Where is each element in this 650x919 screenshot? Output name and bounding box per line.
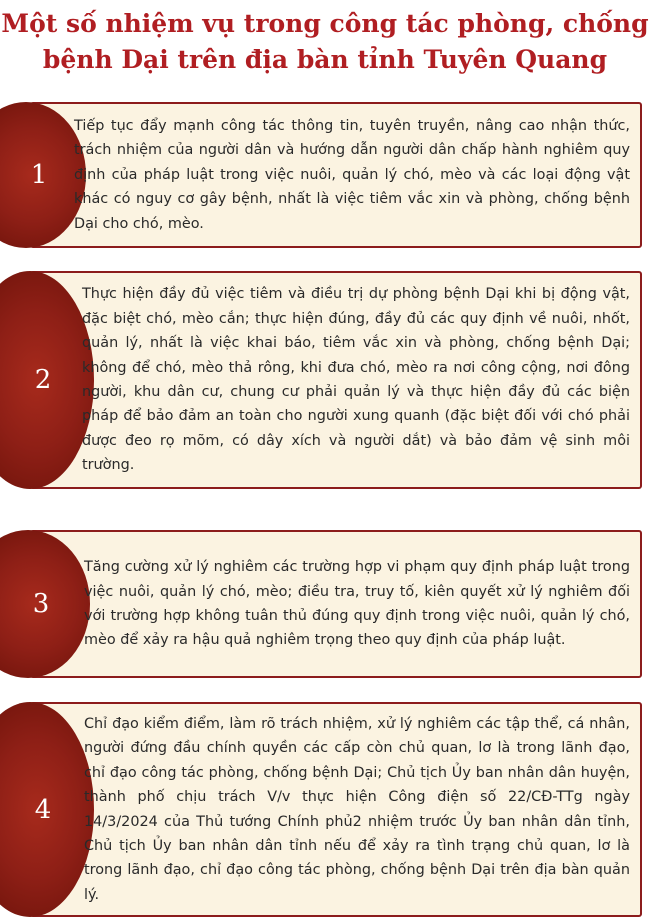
task-item-2: [0, 271, 650, 489]
title-line-1: Một số nhiệm vụ trong công tác phòng, chống: [1, 9, 649, 38]
task-text-block: [84, 702, 630, 917]
task-item-3: [0, 530, 650, 678]
task-number: 1: [30, 160, 48, 190]
task-text-block: [82, 271, 630, 489]
task-text: Tăng cường xử lý nghiêm các trường hợp vi phạm quy định pháp luật trong việc nuôi, quản lý chó, mèo; điều tra, truy tố, kiên quyết xử lý nghiêm đối với trường hợp không tuân thủ đúng quy định trong việc nuôi, quản lý chó, mèo để xảy ra hậu quả nghiêm trọng theo quy định của pháp luật.: [84, 559, 630, 649]
task-number: 2: [34, 365, 52, 395]
task-text-block: [84, 530, 630, 678]
task-text: Thực hiện đầy đủ việc tiêm và điều trị dự phòng bệnh Dại khi bị động vật, đặc biệt chó, mèo cắn; thực hiện đúng, đầy đủ các quy định về nuôi, nhốt, quản lý, nhất là việc khai báo, tiêm vắc xin và phòng, chống bệnh Dại; không để chó, mèo thả rông, khi đưa chó, mèo ra nơi công cộng, nơi đông người, khu dân cư, chung cư phải quản lý và thực hiện đầy đủ các biện pháp để bảo đảm an toàn cho người xung quanh (đặc biệt đối với chó phải được đeo rọ mõm, có dây xích và người dắt) và bảo đảm vệ sinh môi trường.: [82, 286, 630, 474]
task-number: 3: [32, 589, 50, 619]
page-title: [0, 6, 650, 78]
task-text: Tiếp tục đẩy mạnh công tác thông tin, tuyên truyền, nâng cao nhận thức, trách nhiệm của người dân và hướng dẫn người dân chấp hành nghiêm quy định của pháp luật trong việc nuôi, quản lý chó, mèo và các loại động vật khác có nguy cơ gây bệnh, nhất là việc tiêm vắc xin và phòng, chống bệnh Dại cho chó, mèo.: [74, 117, 630, 232]
task-text: Chỉ đạo kiểm điểm, làm rõ trách nhiệm, xử lý nghiêm các tập thể, cá nhân, người đứng đầu chính quyền các cấp còn chủ quan, lơ là trong lãnh đạo, chỉ đạo công tác phòng, chống bệnh Dại; Chủ tịch Ủy ban nhân dân huyện, thành phố chịu trách V/v thực hiện Công điện số 22/CĐ-TTg ngày 14/3/2024 của Thủ tướng Chính phủ2 nhiệm trước Ủy ban nhân dân tỉnh, Chủ tịch Ủy ban nhân dân tỉnh nếu để xảy ra tình trạng chủ quan, lơ là trong lãnh đạo, chỉ đạo công tác phòng, chống bệnh Dại trên địa bàn quản lý.: [84, 715, 630, 903]
task-number: 4: [34, 794, 52, 825]
task-item-4: [0, 702, 650, 917]
task-item-1: [0, 102, 650, 248]
title-line-2: bệnh Dại trên địa bàn tỉnh Tuyên Quang: [42, 45, 608, 74]
task-text-block: [74, 102, 630, 248]
